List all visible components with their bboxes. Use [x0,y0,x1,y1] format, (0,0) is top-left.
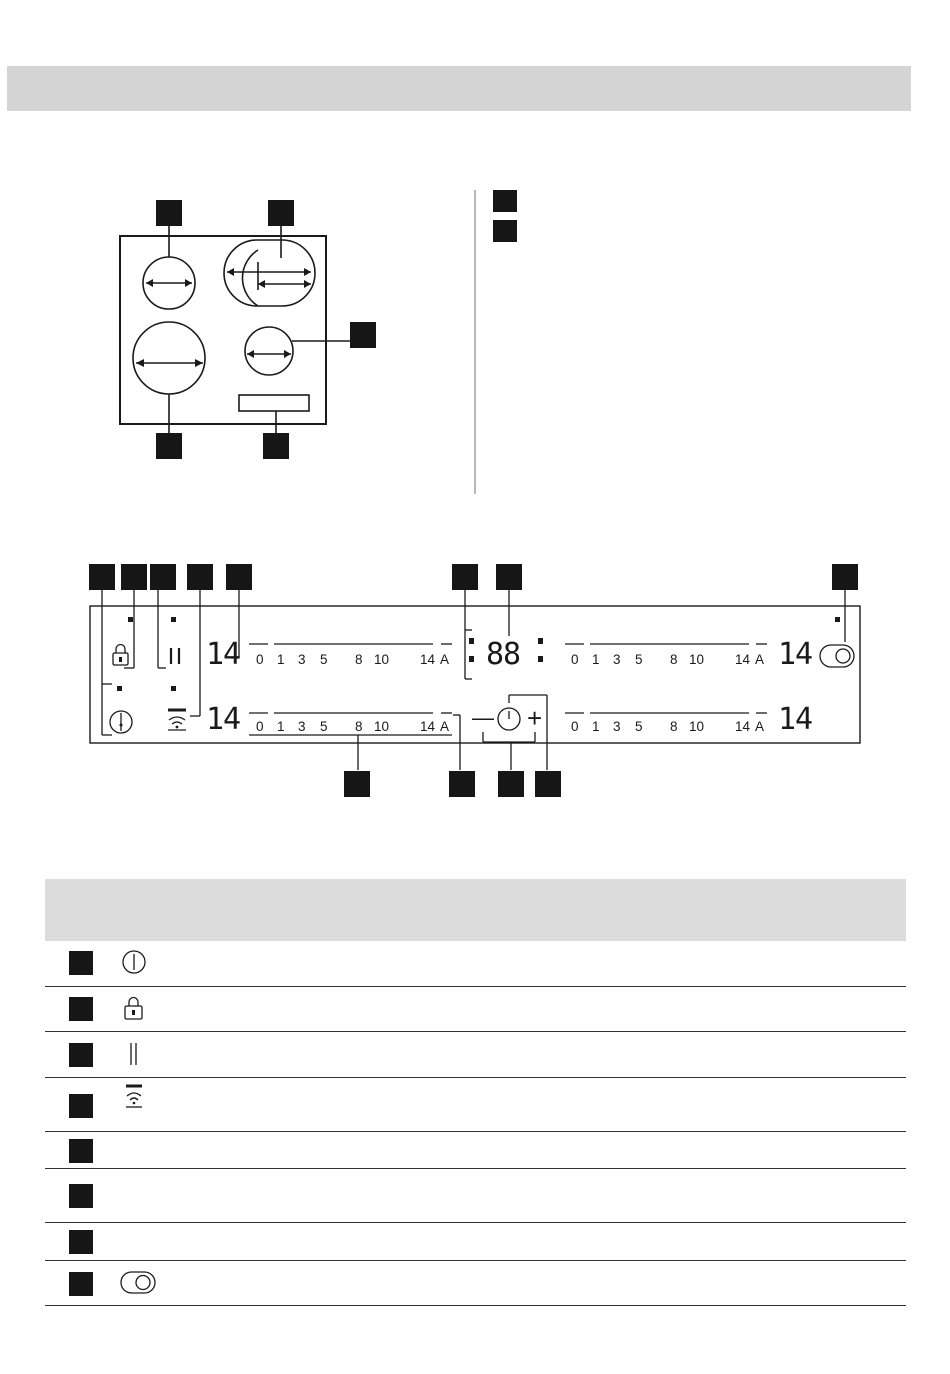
callout-marker [69,1272,93,1296]
callout-marker [89,564,115,590]
table-row [45,1223,906,1261]
scale-label: 5 [320,719,328,734]
table-row [45,987,906,1032]
scale-label: 8 [670,719,678,734]
scale-label: 1 [277,719,285,734]
table-row [45,1078,906,1132]
scale-label: 0 [571,652,579,667]
scale-label: 10 [689,652,705,667]
indicator-lock [128,617,133,622]
callout-marker [535,771,561,797]
indicator-power [117,686,122,691]
scale-label: 14 [420,719,436,734]
callout-marker [69,997,93,1021]
indicator-bridge [835,617,840,622]
scale-label: 1 [592,719,600,734]
hob2hood-icon [121,1081,147,1111]
timer-plus-button[interactable]: + [527,703,543,733]
scale-label: 10 [374,719,390,734]
power-icon [121,949,147,975]
scale-label: A [440,719,450,734]
bridge-toggle-icon [820,645,854,667]
callout-marker [69,951,93,975]
callout-marker [344,771,370,797]
callout-marker [832,564,858,590]
scale-label: 10 [689,719,705,734]
scale-label: 8 [670,652,678,667]
scale-label: 3 [298,652,306,667]
table-row [45,1032,906,1078]
table-header [45,879,906,941]
scale-label: 8 [355,652,363,667]
scale-label: 14 [735,719,751,734]
scale-label: 5 [635,719,643,734]
scale-label: 8 [355,719,363,734]
scale-label: 3 [613,719,621,734]
scale-label: 14 [420,652,436,667]
scale-label: 3 [613,652,621,667]
callout-marker [69,1184,93,1208]
scale-label: 14 [735,652,751,667]
table-row [45,941,906,987]
scale-label: A [755,652,765,667]
scale-label: 10 [374,652,390,667]
callout-marker [498,771,524,797]
indicator-hob2hood [171,686,176,691]
table-row [45,1169,906,1223]
power-display-bottom-right: 14 [778,702,813,737]
callout-marker [452,564,478,590]
scale-label: A [440,652,450,667]
timer-minus-button[interactable]: — [472,705,494,730]
callout-marker [226,564,252,590]
scale-label: 5 [635,652,643,667]
lock-icon [121,995,147,1021]
bridge-toggle-icon [119,1269,159,1297]
table-row [45,1261,906,1306]
scale-label: A [755,719,765,734]
lock-keyhole [119,657,122,662]
callout-marker [69,1094,93,1118]
pause-icon [125,1040,145,1068]
indicator-pause [171,617,176,622]
callout-marker [187,564,213,590]
scale-label: 3 [298,719,306,734]
callout-marker [496,564,522,590]
scale-label: 1 [277,652,285,667]
callout-marker [449,771,475,797]
callout-marker [150,564,176,590]
callout-marker [69,1230,93,1254]
table-row [45,1132,906,1169]
scale-label: 0 [256,719,264,734]
callout-marker [121,564,147,590]
scale-label: 5 [320,652,328,667]
scale-label: 1 [592,652,600,667]
scale-label: 0 [256,652,264,667]
callout-marker [69,1043,93,1067]
power-display-top-left: 14 [206,637,241,672]
callout-marker [69,1139,93,1163]
timer-display: 88 [486,637,521,672]
timer-colon-top [469,638,474,644]
power-display-top-right: 14 [778,637,813,672]
timer-colon-bottom [469,656,474,662]
power-display-bottom-left: 14 [206,702,241,737]
scale-label: 0 [571,719,579,734]
